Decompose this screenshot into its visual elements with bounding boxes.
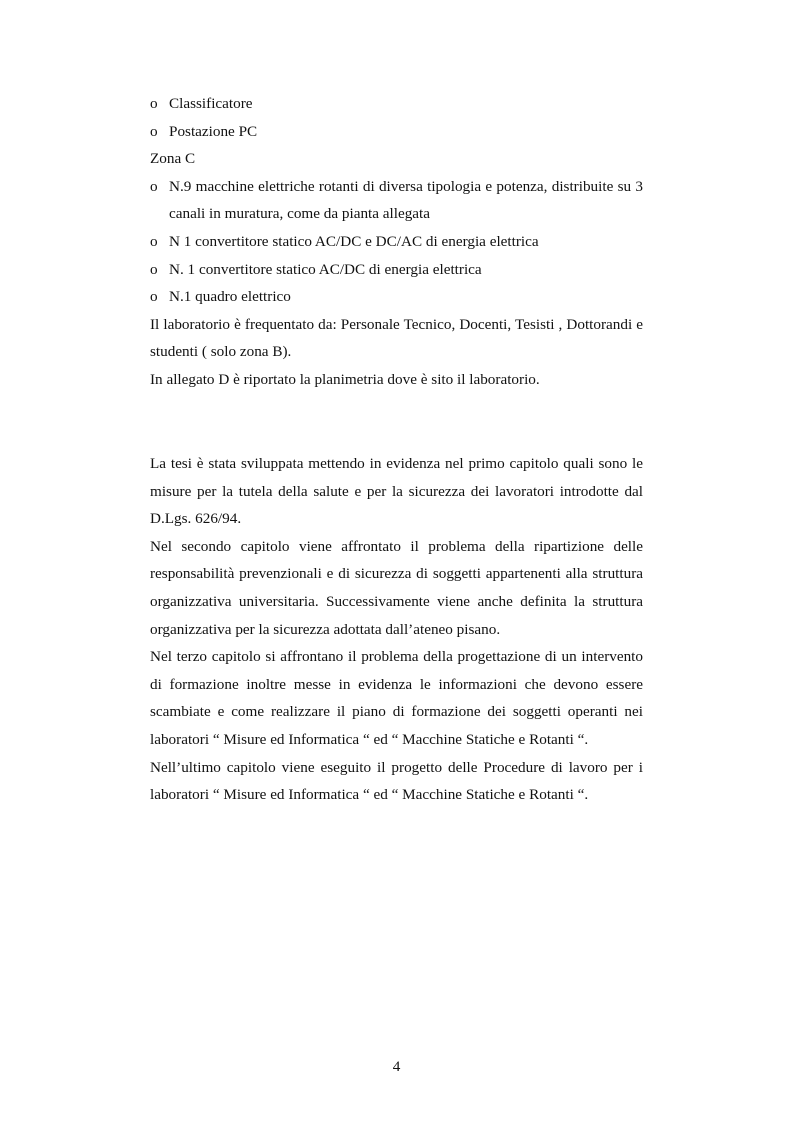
list-item <box>150 90 643 118</box>
list-item-text: N 1 convertitore statico AC/DC e DC/AC di energia elettrica <box>169 232 539 250</box>
list-item <box>150 173 643 228</box>
body-paragraph: Nel terzo capitolo si affrontano il problema della progettazione di un intervento di formazione inoltre messe in evidenza le informazioni che devono essere scambiate e come realizzare il piano di formazione dei soggetti operanti nei laboratori “ Misure ed Informatica “ ed “ Macchine Statiche e Rotanti “. <box>150 648 643 748</box>
list-item-text: N.9 macchine elettriche rotanti di diversa tipologia e potenza, distribuite su 3 canali in muratura, come da pianta allegata <box>169 177 643 223</box>
frequented-by-paragraph: Il laboratorio è frequentato da: Personale Tecnico, Docenti, Tesisti , Dottorandi e studenti ( solo zona B). <box>150 315 643 361</box>
list-item-text: N. 1 convertitore statico AC/DC di energia elettrica <box>169 260 482 278</box>
equipment-section <box>150 90 643 394</box>
list-item-text: Postazione PC <box>169 122 258 140</box>
zone-heading: Zona C <box>150 150 196 168</box>
body-paragraph: La tesi è stata sviluppata mettendo in evidenza nel primo capitolo quali sono le misure per la tutela della salute e per la sicurezza dei lavoratori introdotte dal D.Lgs. 626/94. <box>150 455 643 528</box>
bullet-marker: o <box>150 260 158 278</box>
list-item <box>150 283 643 311</box>
list-item-text: N.1 quadro elettrico <box>169 288 291 306</box>
bullet-marker: o <box>150 177 158 195</box>
list-item <box>150 228 643 256</box>
thesis-summary-section <box>150 450 643 809</box>
annex-note: In allegato D è riportato la planimetria dove è sito il laboratorio. <box>150 370 540 388</box>
body-paragraph: Nel secondo capitolo viene affrontato il problema della ripartizione delle responsabilità prevenzionali e di sicurezza di soggetti appartenenti alla struttura organizzativa universitaria. Successivamente viene anche definita la struttura organizzativa per la sicurezza adottata dall’ateneo pisano. <box>150 537 643 638</box>
bullet-marker: o <box>150 232 158 250</box>
list-item <box>150 256 643 284</box>
bullet-marker: o <box>150 95 158 112</box>
page-number: 4 <box>392 1058 401 1075</box>
body-paragraph: Nell’ultimo capitolo viene eseguito il progetto delle Procedure di lavoro per i laboratori “ Misure ed Informatica “ ed “ Macchine Statiche e Rotanti “. <box>150 758 643 804</box>
bullet-marker: o <box>150 288 158 306</box>
list-item-text: Classificatore <box>169 95 253 112</box>
bullet-marker: o <box>150 122 158 140</box>
list-item <box>150 118 643 146</box>
